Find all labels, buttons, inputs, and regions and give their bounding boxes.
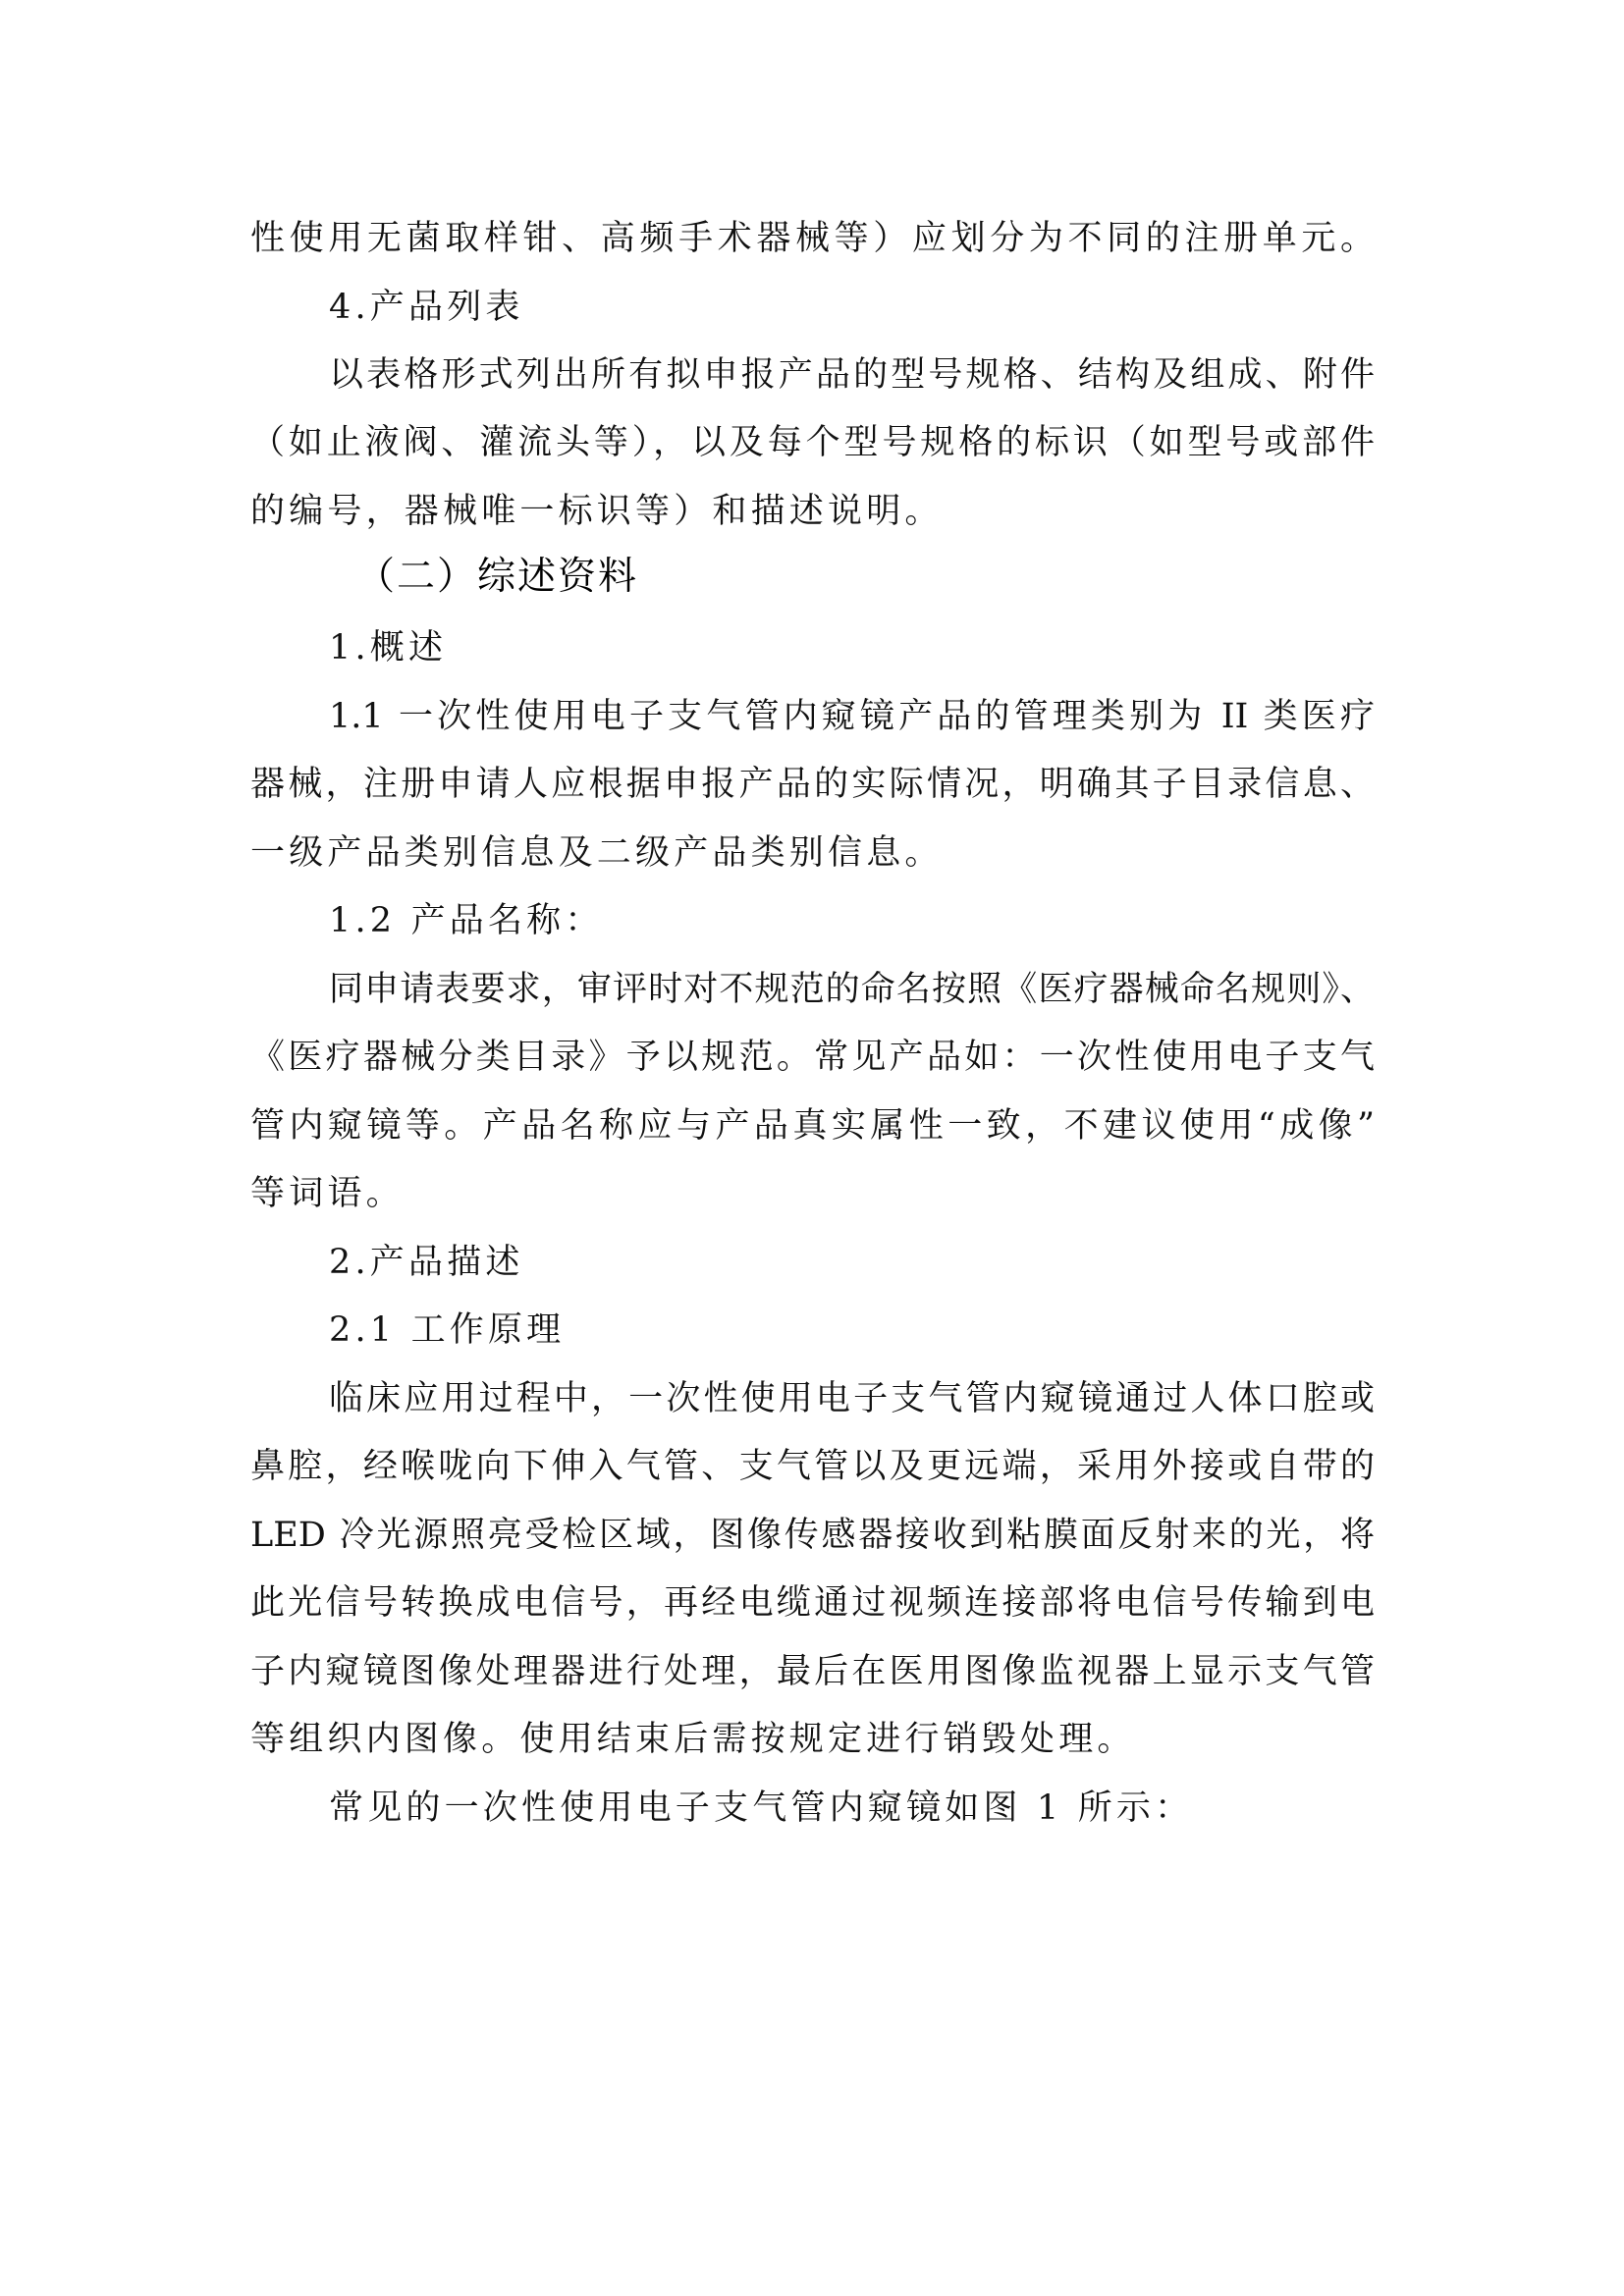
paragraph-working-principle-line-6: 等组织内图像。使用结束后需按规定进行销毁处理。	[250, 1720, 1136, 1759]
paragraph-working-principle-line-2: 鼻腔，经喉咙向下伸入气管、支气管以及更远端，采用外接或自带的	[250, 1447, 1375, 1486]
subheading-product-list: 4.产品列表	[329, 288, 524, 327]
paragraph-figure-reference: 常见的一次性使用电子支气管内窥镜如图 1 所示：	[329, 1789, 1194, 1828]
subheading-overview: 1.概述	[329, 628, 448, 667]
paragraph-product-name-line-4: 等词语。	[250, 1174, 405, 1213]
paragraph-working-principle-line-3: LED 冷光源照亮受检区域，图像传感器接收到粘膜面反射来的光，将	[250, 1516, 1375, 1555]
paragraph-product-list-line-1: 以表格形式列出所有拟申报产品的型号规格、结构及组成、附件	[329, 355, 1375, 395]
paragraph-product-name-line-1: 同申请表要求，审评时对不规范的命名按照《医疗器械命名规则》、	[329, 970, 1375, 1009]
paragraph-management-category-line-1: 1.1 一次性使用电子支气管内窥镜产品的管理类别为 II 类医疗	[329, 697, 1375, 736]
paragraph-management-category-line-2: 器械，注册申请人应根据申报产品的实际情况，明确其子目录信息、	[250, 765, 1375, 804]
paragraph-product-name-line-2: 《医疗器械分类目录》予以规范。常见产品如：一次性使用电子支气	[250, 1038, 1375, 1077]
paragraph-working-principle-line-5: 子内窥镜图像处理器进行处理，最后在医用图像监视器上显示支气管	[250, 1652, 1375, 1691]
paragraph-working-principle-line-1: 临床应用过程中，一次性使用电子支气管内窥镜通过人体口腔或	[329, 1379, 1375, 1418]
paragraph-management-category-line-3: 一级产品类别信息及二级产品类别信息。	[250, 833, 944, 873]
subheading-product-name: 1.2 产品名称：	[329, 901, 604, 940]
paragraph-product-list-line-3: 的编号，器械唯一标识等）和描述说明。	[250, 492, 944, 531]
paragraph-product-list-line-2: （如止液阀、灌流头等），以及每个型号规格的标识（如型号或部件	[250, 423, 1375, 462]
subheading-working-principle: 2.1 工作原理	[329, 1310, 566, 1350]
subheading-product-description: 2.产品描述	[329, 1243, 524, 1282]
paragraph-product-name-line-3: 管内窥镜等。产品名称应与产品真实属性一致，不建议使用“成像”	[250, 1106, 1375, 1146]
section-heading-overview-materials: （二）综述资料	[356, 555, 639, 599]
text-line-continuation: 性使用无菌取样钳、高频手术器械等）应划分为不同的注册单元。	[250, 219, 1375, 258]
paragraph-working-principle-line-4: 此光信号转换成电信号，再经电缆通过视频连接部将电信号传输到电	[250, 1583, 1375, 1623]
